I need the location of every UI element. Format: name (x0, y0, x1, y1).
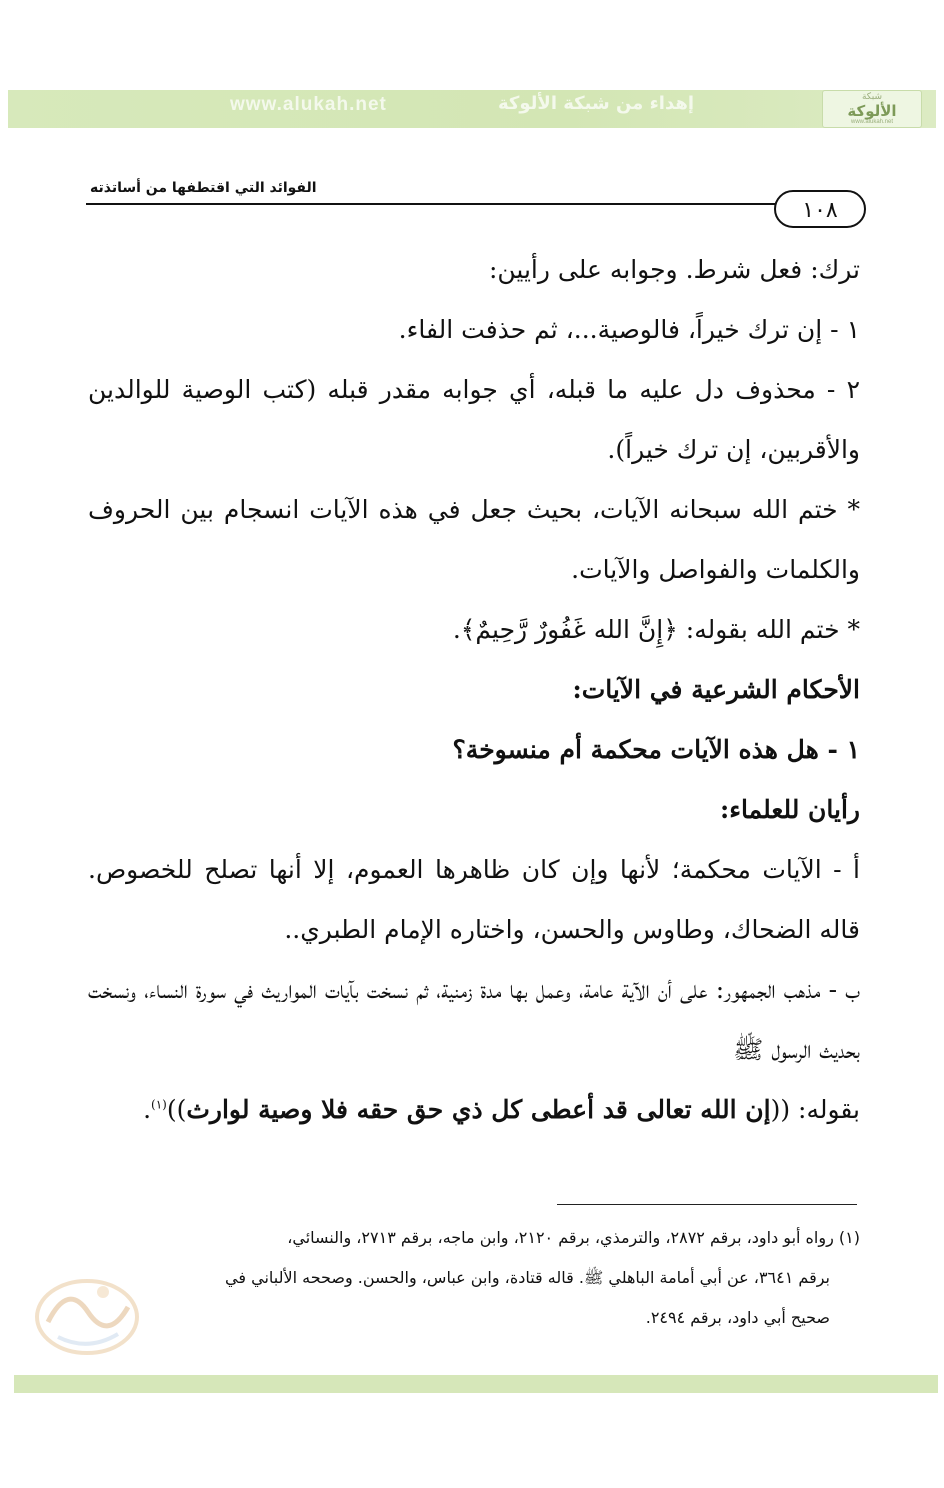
body-line: ب - مذهب الجمهور: على أن الآية عامة، وعمل بها مدة زمنية، ثم نسخت بآيات المواريث في سورة النساء، ونسخت بحديث الرسول ﷺ (88, 975, 860, 1064)
question-heading: ١ - هل هذه الآيات محكمة أم منسوخة؟ (452, 735, 860, 764)
page-body (88, 240, 860, 1140)
logo-top-text: شبكة (861, 92, 883, 102)
footnote-line: (١) رواه أبو داود، برقم ٢٨٧٢، والترمذي، برقم ٢١٢٠، وابن ماجه، برقم ٢٧١٣، والنسائي، (287, 1228, 860, 1247)
bottom-bar (14, 1375, 938, 1393)
section-heading: الأحكام الشرعية في الآيات: (572, 675, 860, 704)
logo-sub-text: www.alukah.net (850, 119, 894, 125)
subheading: رأيان للعلماء: (720, 795, 860, 824)
header-rule (86, 203, 780, 205)
running-title: الفوائد التي اقتطفها من أساتذته (90, 180, 317, 196)
footnote-rule (557, 1204, 857, 1205)
watermark-stamp-icon (28, 1262, 146, 1362)
site-banner (8, 90, 936, 128)
alukah-logo-icon (822, 90, 922, 128)
banner-url[interactable]: www.alukah.net (230, 94, 387, 115)
footnote-line: صحيح أبي داود، برقم ٢٤٩٤. (645, 1308, 830, 1327)
body-line: * ختم الله سبحانه الآيات، بحيث جعل في هذه الآيات انسجام بين الحروف والكلمات والفواصل والآيات. (88, 495, 860, 584)
hadith-end: . (143, 1095, 152, 1124)
hadith-line (88, 1080, 860, 1140)
body-line: ٢ - محذوف دل عليه ما قبله، أي جوابه مقدر قبله (كتب الوصية للوالدين والأقربين، إن ترك خيراً). (88, 375, 860, 464)
hadith-suffix: )) (166, 1095, 187, 1124)
body-line: ١ - إن ترك خيراً، فالوصية...، ثم حذفت الفاء. (398, 315, 860, 344)
hadith-prefix: بقوله: (( (770, 1095, 860, 1124)
footnotes (86, 1218, 860, 1338)
footnote-ref[interactable]: (١) (151, 1097, 167, 1112)
banner-gift-text: إهداء من شبكة الألوكة (498, 93, 694, 114)
body-line: أ - الآيات محكمة؛ لأنها وإن كان ظاهرها العموم، إلا أنها تصلح للخصوص. قاله الضحاك، وطاوس والحسن، واختاره الإمام الطبري.. (88, 855, 860, 944)
body-line: * ختم الله بقوله: ﴿إِنَّ الله غَفُورٌ رَّحِيمٌ﴾. (452, 615, 860, 644)
page-number: ١٠٨ (774, 190, 866, 228)
body-line: ترك: فعل شرط. وجوابه على رأيين: (488, 255, 860, 284)
hadith-quote: إن الله تعالى قد أعطى كل ذي حق حقه فلا وصية لوارث (186, 1095, 771, 1124)
logo-main-text: الألوكة (847, 102, 897, 120)
footnote-line: برقم ٣٦٤١، عن أبي أمامة الباهلي ﷺ. قاله قتادة، وابن عباس، والحسن. وصححه الألباني في (225, 1268, 830, 1287)
